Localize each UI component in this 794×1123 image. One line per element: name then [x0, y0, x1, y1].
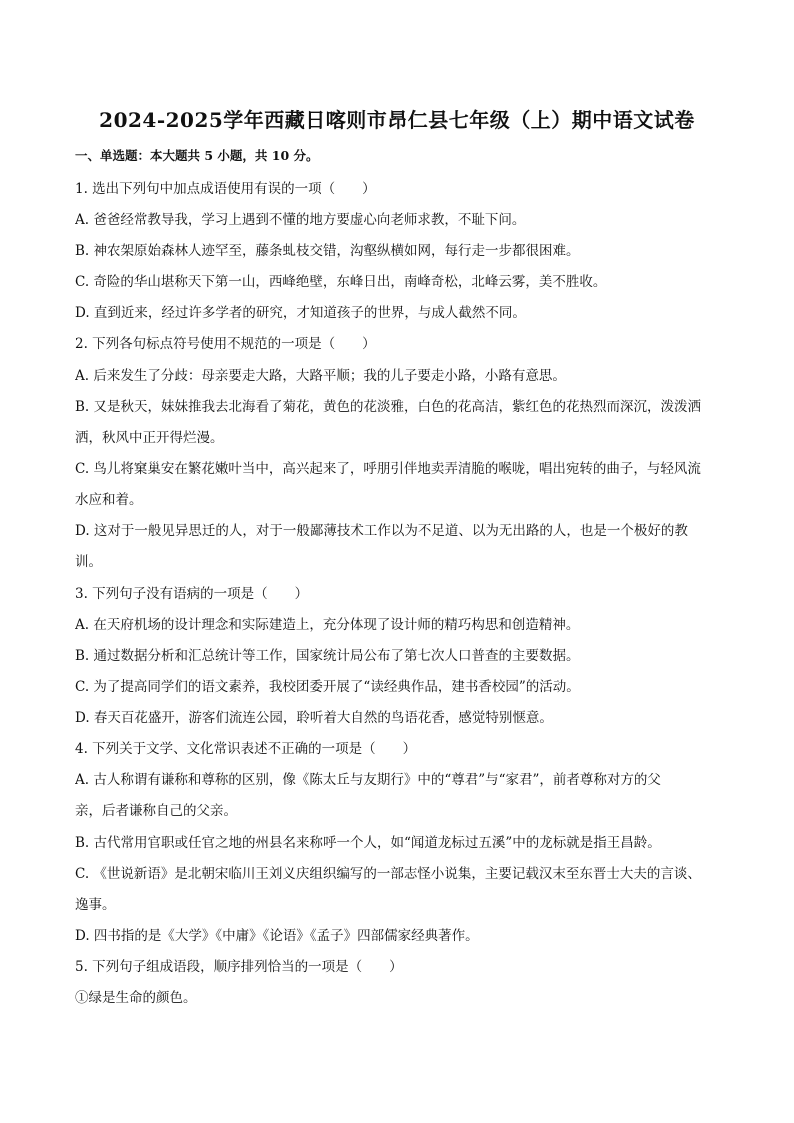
question-2-option-a: A. 后来发生了分歧：母亲要走大路，大路平顺；我的儿子要走小路，小路有意思。 — [75, 368, 566, 384]
question-1-option-d: D. 直到近来，经过许多学者的研究，才知道孩子的世界，与成人截然不同。 — [75, 305, 526, 321]
question-4-option-c: C. 《世说新语》是北朝宋临川王刘义庆组织编写的一部志怪小说集，主要记载汉末至东晋士大夫的言谈、 — [75, 866, 701, 882]
question-2-option-d-cont: 训。 — [75, 554, 102, 570]
question-4-stem: 4. 下列关于文学、文化常识表述不正确的一项是（ ） — [75, 741, 417, 757]
question-4-option-d: D. 四书指的是《大学》《中庸》《论语》《孟子》四部儒家经典著作。 — [75, 928, 479, 944]
question-2-stem: 2. 下列各句标点符号使用不规范的一项是（ ） — [75, 336, 376, 352]
question-2-option-c-cont: 水应和着。 — [75, 492, 143, 508]
question-2-option-d: D. 这对于一般见异思迁的人，对于一般鄙薄技术工作以为不足道、以为无出路的人，也是一个极好的教 — [75, 523, 688, 539]
question-3-option-b: B. 通过数据分析和汇总统计等工作，国家统计局公布了第七次人口普查的主要数据。 — [75, 648, 580, 664]
question-2-option-c: C. 鸟儿将窠巢安在繁花嫩叶当中，高兴起来了，呼朋引伴地卖弄清脆的喉咙，唱出宛转的曲子，与轻风流 — [75, 461, 701, 477]
question-4-option-a: A. 古人称谓有谦称和尊称的区别，像《陈太丘与友期行》中的“尊君”与“家君”，前者尊称对方的父 — [75, 772, 661, 788]
question-2-option-b-cont: 洒，秋风中正开得烂漫。 — [75, 430, 224, 446]
question-2-option-b: B. 又是秋天，妹妹推我去北海看了菊花，黄色的花淡雅，白色的花高洁，紫红色的花热烈而深沉，泼泼洒 — [75, 399, 702, 415]
question-4-option-b: B. 古代常用官职或任官之地的州县名来称呼一个人，如“闻道龙标过五溪”中的龙标就是指王昌龄。 — [75, 835, 661, 851]
question-1-option-a: A. 爸爸经常教导我，学习上遇到不懂的地方要虚心向老师求教，不耻下问。 — [75, 212, 526, 228]
question-3-option-d: D. 春天百花盛开，游客们流连公园，聆听着大自然的鸟语花香，感觉特别惬意。 — [75, 710, 553, 726]
question-3-option-c: C. 为了提高同学们的语文素养，我校团委开展了“读经典作品，建书香校园”的活动。 — [75, 679, 580, 695]
page-title: 2024-2025学年西藏日喀则市昂仁县七年级（上）期中语文试卷 — [99, 108, 695, 132]
question-1-option-c: C. 奇险的华山堪称天下第一山，西峰绝壁，东峰日出，南峰奇松，北峰云雾，美不胜收。 — [75, 274, 607, 290]
section-heading: 一、单选题：本大题共 5 小题，共 10 分。 — [75, 148, 319, 163]
question-5-sentence-1: ①绿是生命的颜色。 — [75, 990, 197, 1006]
question-3-stem: 3. 下列句子没有语病的一项是（ ） — [75, 586, 309, 602]
question-4-option-a-cont: 亲，后者谦称自己的父亲。 — [75, 803, 237, 819]
question-1-option-b: B. 神农架原始森林人迹罕至，藤条虬枝交错，沟壑纵横如网，每行走一步都很困难。 — [75, 243, 580, 259]
question-3-option-a: A. 在天府机场的设计理念和实际建造上，充分体现了设计师的精巧构思和创造精神。 — [75, 617, 580, 633]
question-4-option-c-cont: 逸事。 — [75, 897, 116, 913]
question-1-stem: 1. 选出下列句中加点成语使用有误的一项（ ） — [75, 181, 376, 197]
question-5-stem: 5. 下列句子组成语段，顺序排列恰当的一项是（ ） — [75, 959, 403, 975]
